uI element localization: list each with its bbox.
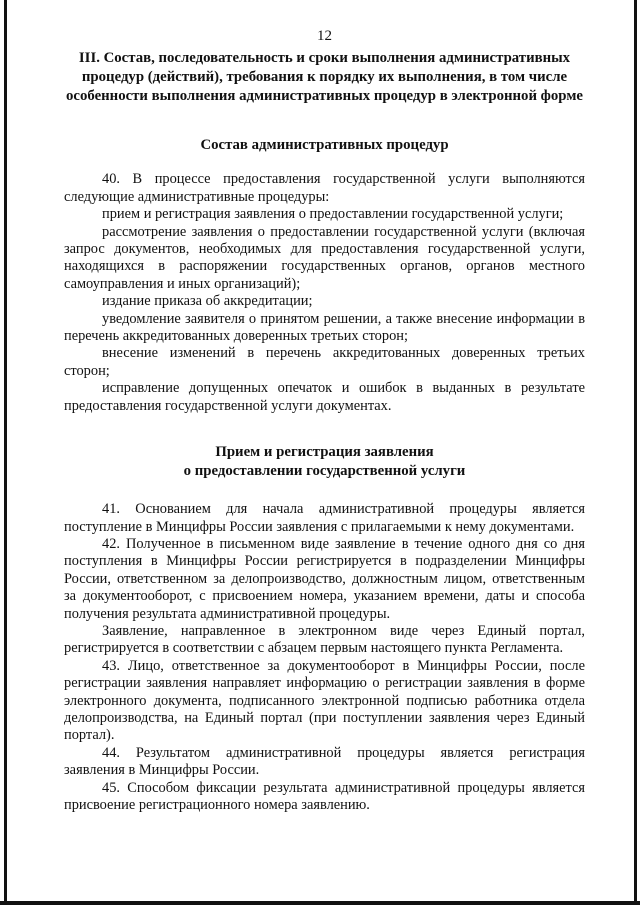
subsection-title-reception-line1: Прием и регистрация заявления (215, 444, 434, 461)
paragraph-40: 40. В процессе предоставления государственной услуги выполняются следующие административные процедуры: (64, 171, 585, 205)
subsection-reception-text (64, 501, 585, 814)
list-item: прием и регистрация заявления о предоставлении государственной услуги; (102, 206, 564, 223)
page-number: 12 (317, 28, 332, 44)
list-item: внесение изменений в перечень аккредитованных доверенных третьих сторон; (64, 345, 585, 379)
document-body (64, 28, 585, 814)
list-item: исправление допущенных опечаток и ошибок в выданных в результате предоставления государственной услуги документах. (64, 380, 585, 414)
paragraph-43: 43. Лицо, ответственное за документооборот в Минцифры России, после регистрации заявления направляет информацию о регистрации заявления в форме электронного документа, подписанного электронной подписью работника отдела делопроизводства, на Единый портал (при поступлении заявления через Единый портал). (64, 657, 585, 744)
scan-edge-right (634, 0, 637, 905)
subsection-title-reception-line2: о предоставлении государственной услуги (183, 463, 466, 480)
paragraph-42: 42. Полученное в письменном виде заявление в течение одного дня со дня поступления в Минцифры России регистрируется в подразделении Минцифры России, ответственном за делопроизводство, должностным лицом, ответственным за документооборот, с присвоением номера, указанием времени, даты и способа получения результата административной процедуры. (64, 535, 585, 622)
paragraph: Заявление, направленное в электронном виде через Единый портал, регистрируется в соответствии с абзацем первым настоящего пункта Регламента. (64, 622, 585, 657)
subsection-composition-text (64, 171, 585, 415)
scan-edge-left (4, 0, 7, 905)
section-title: III. Состав, последовательность и сроки выполнения административных процедур (действий), требования к порядку их выполнения, в том числе особенности выполнения административных процедур в электронной форме (66, 50, 583, 105)
scan-edge-bottom (0, 901, 640, 905)
subsection-title-composition: Состав административных процедур (200, 137, 449, 154)
list-item: уведомление заявителя о принятом решении, а также внесение информации в перечень аккредитованных доверенных третьих сторон; (64, 310, 585, 345)
list-item: рассмотрение заявления о предоставлении государственной услуги (включая запрос документов, необходимых для предоставления государственной услуги, находящихся в распоряжении государственных органов, органов местного самоуправления и иных организаций); (64, 223, 585, 292)
paragraph-41: 41. Основанием для начала административной процедуры является поступление в Минцифры России заявления с прилагаемыми к нему документами. (64, 501, 585, 535)
paragraph-44: 44. Результатом административной процедуры является регистрация заявления в Минцифры России. (64, 744, 585, 779)
paragraph-45: 45. Способом фиксации результата административной процедуры является присвоение регистрационного номера заявлению. (64, 779, 585, 813)
list-item: издание приказа об аккредитации; (102, 293, 313, 310)
